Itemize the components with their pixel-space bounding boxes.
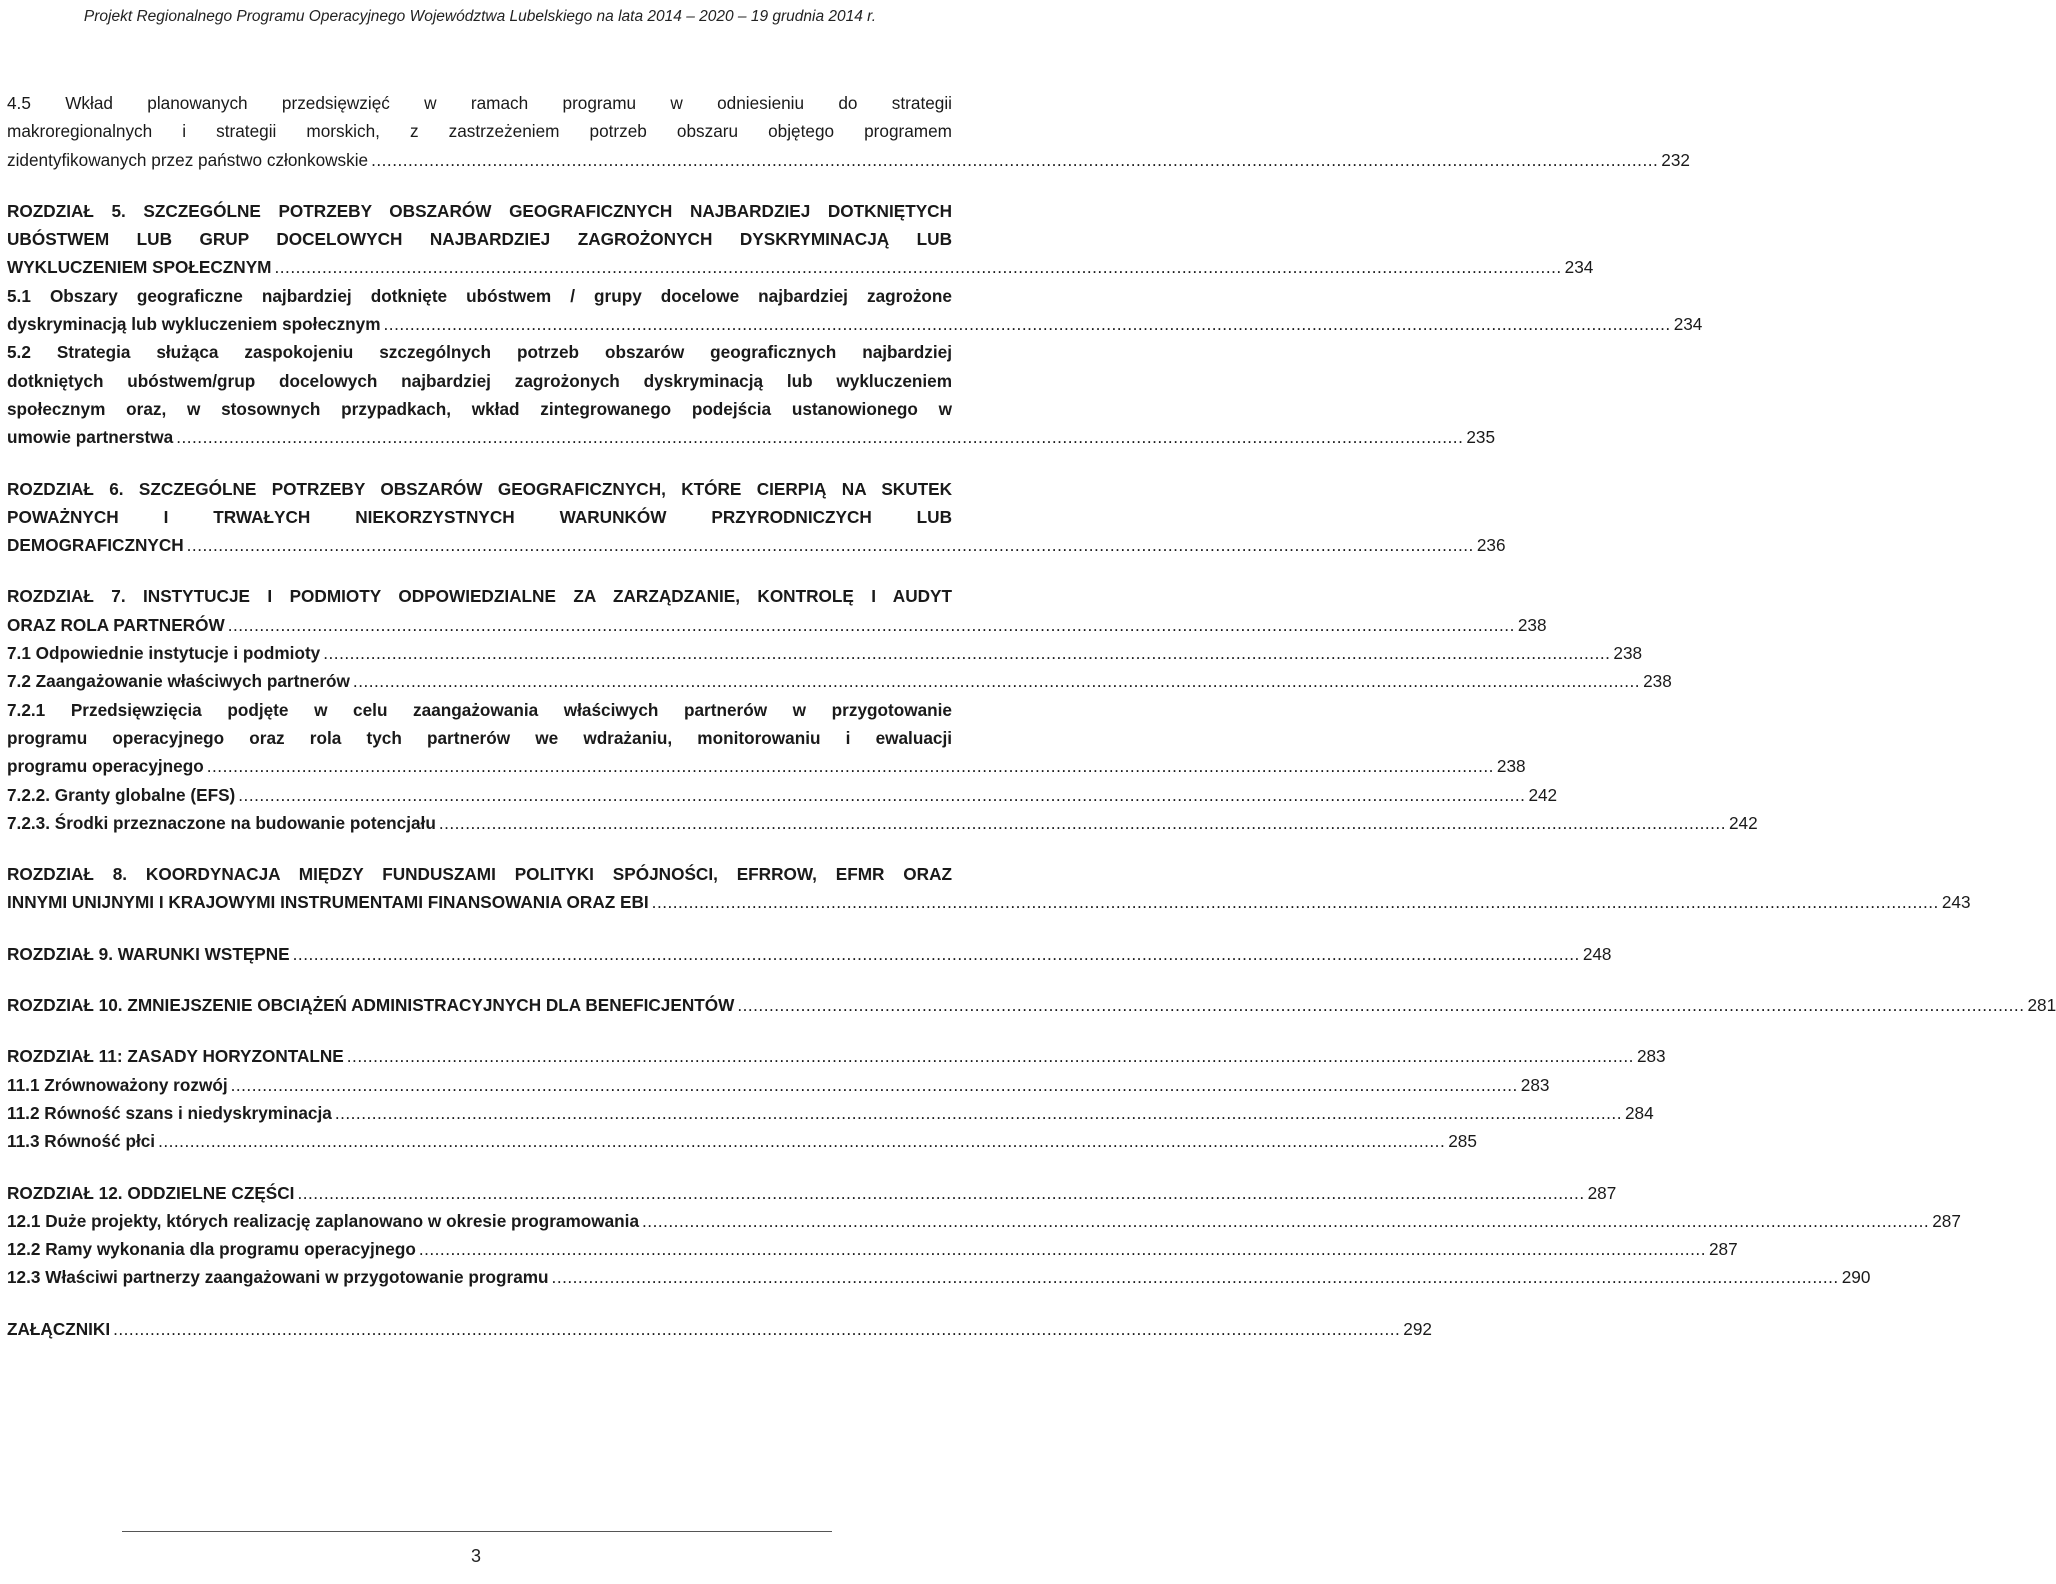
toc-entry[interactable] — [7, 991, 2056, 1019]
toc-entry[interactable] — [7, 197, 1594, 282]
dot-leader — [207, 752, 1494, 780]
toc-page-number: 234 — [1673, 314, 1703, 335]
toc-entry-line: makroregionalnych i strategii morskich, z zastrzeżeniem potrzeb obszaru objętego programem — [7, 121, 952, 142]
toc-entry-line: ROZDZIAŁ 8. KOORDYNACJA MIĘDZY FUNDUSZAMI POLITYKI SPÓJNOŚCI, EFRROW, EFMR ORAZ — [7, 864, 952, 885]
toc-entry[interactable] — [7, 667, 1672, 695]
toc-entry-title: INNYMI UNIJNYMI I KRAJOWYMI INSTRUMENTAMI FINANSOWANIA ORAZ EBI — [7, 892, 649, 913]
dot-leader — [238, 781, 1525, 809]
toc-entry[interactable] — [7, 1207, 1961, 1235]
toc-entry-title-line — [7, 1315, 1432, 1343]
dot-leader — [347, 1042, 1634, 1070]
toc-entry-line: UBÓSTWEM LUB GRUP DOCELOWYCH NAJBARDZIEJ ZAGROŻONYCH DYSKRYMINACJĄ LUB — [7, 229, 952, 250]
dot-leader — [231, 1071, 1518, 1099]
page-number: 3 — [470, 1546, 481, 1566]
toc-entry-title: ORAZ ROLA PARTNERÓW — [7, 614, 225, 635]
footer-divider — [122, 1531, 832, 1532]
toc-entry-line: 7.2.1 Przedsięwzięcia podjęte w celu zaangażowania właściwych partnerów w przygotowanie — [7, 699, 952, 720]
toc-entry[interactable] — [7, 639, 1643, 667]
toc-entry[interactable] — [7, 338, 1496, 451]
toc-entry[interactable] — [7, 696, 1526, 781]
dot-leader — [642, 1207, 1929, 1235]
toc-page-number: 238 — [1613, 643, 1643, 664]
toc-entry-title: 12.1 Duże projekty, których realizację zaplanowano w okresie programowania — [7, 1210, 640, 1231]
table-of-contents — [7, 89, 2056, 1343]
toc-entry-title-line — [7, 888, 1971, 916]
toc-entry-title: umowie partnerstwa — [7, 427, 174, 448]
toc-entry-line: społecznym oraz, w stosownych przypadkach, wkład zintegrowanego podejścia ustanowionego w — [7, 398, 952, 419]
toc-entry-title: ROZDZIAŁ 9. WARUNKI WSTĘPNE — [7, 943, 290, 964]
toc-entry-title-line — [7, 1042, 1666, 1070]
toc-page-number: 238 — [1517, 614, 1547, 635]
toc-entry-title-line — [7, 310, 1703, 338]
toc-entry-title-line — [7, 940, 1612, 968]
toc-entry-title-line — [7, 1235, 1738, 1263]
toc-page-number: 242 — [1528, 784, 1558, 805]
dot-leader — [187, 531, 1474, 559]
toc-entry-title: dyskryminacją lub wykluczeniem społecznym — [7, 314, 381, 335]
dot-leader — [419, 1235, 1706, 1263]
toc-page-number: 236 — [1476, 535, 1506, 556]
toc-entry-title: ZAŁĄCZNIKI — [7, 1318, 111, 1339]
toc-entry[interactable] — [7, 781, 1558, 809]
toc-page-number: 284 — [1624, 1102, 1654, 1123]
toc-page-number: 235 — [1466, 427, 1496, 448]
toc-entry[interactable] — [7, 1179, 1617, 1207]
dot-leader — [371, 146, 1658, 174]
toc-entry-title: 11.3 Równość płci — [7, 1131, 156, 1152]
toc-entry-title: programu operacyjnego — [7, 756, 204, 777]
toc-entry-title-line — [7, 991, 2056, 1019]
toc-entry-title-line — [7, 1127, 1477, 1155]
toc-page-number: 283 — [1520, 1074, 1550, 1095]
toc-entry-title: 11.2 Równość szans i niedyskryminacja — [7, 1102, 332, 1123]
toc-entry-title: 7.2.2. Granty globalne (EFS) — [7, 784, 236, 805]
toc-entry[interactable] — [7, 809, 1758, 837]
toc-entry-title: WYKLUCZENIEM SPOŁECZNYM — [7, 257, 272, 278]
dot-leader — [353, 667, 1640, 695]
toc-entry[interactable] — [7, 1263, 1871, 1291]
toc-entry-title-line — [7, 1179, 1617, 1207]
toc-entry-title-line — [7, 531, 1506, 559]
toc-entry-title-line — [7, 639, 1643, 667]
toc-entry-line: 5.1 Obszary geograficzne najbardziej dotknięte ubóstwem / grupy docelowe najbardziej zagrożone — [7, 285, 952, 306]
toc-entry[interactable] — [7, 475, 1506, 560]
dot-leader — [158, 1127, 1445, 1155]
toc-entry-title: zidentyfikowanych przez państwo członkowskie — [7, 149, 369, 170]
dot-leader — [275, 253, 1562, 281]
toc-entry-line: POWAŻNYCH I TRWAŁYCH NIEKORZYSTNYCH WARUNKÓW PRZYRODNICZYCH LUB — [7, 506, 952, 527]
toc-entry-line: ROZDZIAŁ 6. SZCZEGÓLNE POTRZEBY OBSZARÓW GEOGRAFICZNYCH, KTÓRE CIERPIĄ NA SKUTEK — [7, 478, 952, 499]
dot-leader — [737, 991, 2024, 1019]
toc-entry-title: 12.2 Ramy wykonania dla programu operacyjnego — [7, 1239, 416, 1260]
toc-entry-title-line — [7, 253, 1594, 281]
toc-entry[interactable] — [7, 1099, 1654, 1127]
toc-page-number: 287 — [1587, 1182, 1617, 1203]
dot-leader — [335, 1099, 1622, 1127]
dot-leader — [323, 639, 1610, 667]
toc-entry-title: ROZDZIAŁ 12. ODDZIELNE CZĘŚCI — [7, 1182, 295, 1203]
toc-entry[interactable] — [7, 282, 1703, 339]
toc-page-number: 285 — [1448, 1131, 1477, 1152]
dot-leader — [384, 310, 1671, 338]
toc-page-number: 238 — [1643, 671, 1672, 692]
toc-entry-title-line — [7, 752, 1526, 780]
toc-entry[interactable] — [7, 940, 1612, 968]
toc-entry-title: ROZDZIAŁ 10. ZMNIEJSZENIE OBCIĄŻEŃ ADMINISTRACYJNYCH DLA BENEFICJENTÓW — [7, 995, 735, 1016]
toc-page-number: 287 — [1932, 1210, 1961, 1231]
toc-entry[interactable] — [7, 1071, 1550, 1099]
dot-leader — [297, 1179, 1584, 1207]
toc-entry-title: ROZDZIAŁ 11: ZASADY HORYZONTALNE — [7, 1046, 344, 1067]
dot-leader — [552, 1263, 1839, 1291]
toc-entry-title-line — [7, 1263, 1871, 1291]
toc-entry-title: 11.1 Zrównoważony rozwój — [7, 1074, 228, 1095]
toc-entry[interactable] — [7, 1315, 1432, 1343]
toc-entry-title-line — [7, 1071, 1550, 1099]
toc-entry-title: DEMOGRAFICZNYCH — [7, 535, 184, 556]
toc-entry-title: 7.2.3. Środki przeznaczone na budowanie potencjału — [7, 812, 436, 833]
dot-leader — [652, 888, 1939, 916]
toc-entry-line: 4.5 Wkład planowanych przedsięwzięć w ramach programu w odniesieniu do strategii — [7, 93, 952, 113]
running-header: Projekt Regionalnego Programu Operacyjnego Województwa Lubelskiego na lata 2014 – 2020 – 19 grudnia 2014 r. — [83, 8, 877, 25]
dot-leader — [113, 1315, 1400, 1343]
toc-entry-line: programu operacyjnego oraz rola tych partnerów we wdrażaniu, monitorowaniu i ewaluacji — [7, 727, 952, 748]
toc-page-number: 248 — [1582, 943, 1612, 964]
dot-leader — [439, 809, 1726, 837]
toc-entry-title-line — [7, 667, 1672, 695]
toc-entry-line: ROZDZIAŁ 5. SZCZEGÓLNE POTRZEBY OBSZARÓW GEOGRAFICZNYCH NAJBARDZIEJ DOTKNIĘTYCH — [7, 200, 952, 221]
toc-entry-title-line — [7, 781, 1558, 809]
toc-page-number: 242 — [1729, 812, 1758, 833]
toc-page-number: 290 — [1841, 1267, 1871, 1288]
dot-leader — [228, 611, 1515, 639]
toc-page-number: 238 — [1496, 756, 1526, 777]
toc-entry-title: 7.1 Odpowiednie instytucje i podmioty — [7, 643, 321, 664]
toc-entry[interactable] — [7, 582, 1547, 639]
dot-leader — [293, 940, 1580, 968]
toc-entry[interactable] — [7, 1127, 1477, 1155]
toc-page-number: 292 — [1403, 1318, 1432, 1339]
toc-entry-title-line — [7, 611, 1547, 639]
toc-entry[interactable] — [7, 89, 1690, 174]
toc-page-number: 232 — [1661, 149, 1690, 170]
toc-entry-line: ROZDZIAŁ 7. INSTYTUCJE I PODMIOTY ODPOWIEDZIALNE ZA ZARZĄDZANIE, KONTROLĘ I AUDYT — [7, 586, 952, 607]
toc-page-number: 281 — [2027, 995, 2056, 1016]
dot-leader — [176, 423, 1463, 451]
toc-page-number: 283 — [1636, 1046, 1666, 1067]
toc-entry-title: 7.2 Zaangażowanie właściwych partnerów — [7, 671, 350, 692]
toc-entry-title: 12.3 Właściwi partnerzy zaangażowani w przygotowanie programu — [7, 1267, 549, 1288]
toc-entry[interactable] — [7, 1235, 1738, 1263]
toc-page-number: 243 — [1941, 892, 1971, 913]
toc-entry[interactable] — [7, 1042, 1666, 1070]
toc-entry-title-line — [7, 423, 1496, 451]
toc-entry-title-line — [7, 809, 1758, 837]
toc-entry-title-line — [7, 146, 1690, 174]
toc-entry[interactable] — [7, 860, 1971, 917]
toc-page-number: 287 — [1709, 1239, 1738, 1260]
toc-entry-title-line — [7, 1207, 1961, 1235]
toc-entry-line: 5.2 Strategia służąca zaspokojeniu szczególnych potrzeb obszarów geograficznych najbardziej — [7, 342, 952, 363]
toc-page-number: 234 — [1564, 257, 1594, 278]
toc-entry-title-line — [7, 1099, 1654, 1127]
toc-entry-line: dotkniętych ubóstwem/grup docelowych najbardziej zagrożonych dyskryminacją lub wykluczeniem — [7, 370, 952, 391]
